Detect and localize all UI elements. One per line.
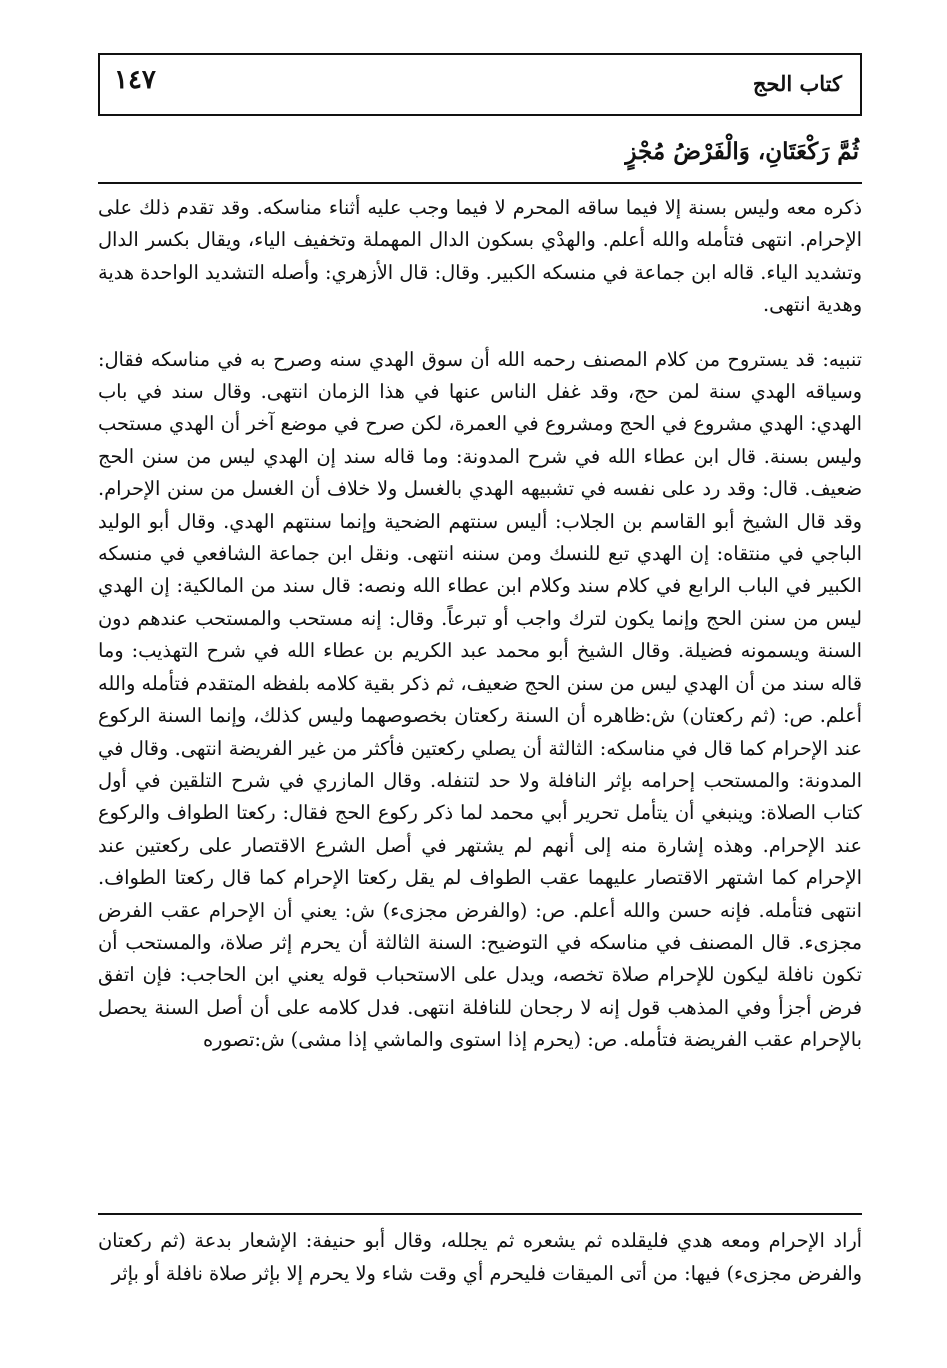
paragraph: ذكره معه وليس بسنة إلا فيما ساقه المحرم لا فيما وجب عليه أثناء مناسكه. وقد تقدم ذلك على الإحرام. انتهى فتأمله والله أعلم. والهدْي بسكون الدال المهملة وتخفيف الياء، ويقال بكسر الدال وتشديد الياء. قاله ابن جماعة في منسكه الكبير. وقال: قال الأزهري: وأصله التشديد الواحدة هدية وهدية انتهى. [98,196,862,317]
footnote-divider [98,1213,862,1215]
page-number: ١٤٧ [114,65,156,95]
book-title: كتاب الحج [752,71,842,96]
footnote [98,1224,862,1290]
top-divider [98,182,862,184]
page-header [98,53,862,116]
footnote-text: أراد الإحرام ومعه هدي فليقلده ثم يشعره ثم يجلله، وقال أبو حنيفة: الإشعار بدعة (ثم ركعتان والفرض مجزىء) فيها: من أتى الميقات فليحرم أي وقت شاء ولا يحرم إلا بإثر صلاة نافلة أو بإثر [98,1229,862,1285]
paragraph: تنبيه: قد يستروح من كلام المصنف رحمه الله أن سوق الهدي سنه وصرح به في مناسكه فقال: وسياقه الهدي سنة لمن حج، وقد غفل الناس عنها في هذا الزمان انتهى. وقال سند في باب الهدي: الهدي مشروع في الحج ومشروع في العمرة، لكن صرح في موضع آخر أن الهدي مستحب وليس بسنة. قال ابن عطاء الله في شرح المدونة: وما قاله سند إن الهدي ليس من سنن الحج ضعيف. قال: وقد رد على نفسه في تشبيهه الهدي بالغسل ولا خلاف أن الغسل من سنن الإحرام. وقد قال الشيخ أبو القاسم بن الجلاب: أليس سنتهم الضحية وإنما سنتهم الهدي. وقال أبو الوليد الباجي في منتقاه: إن الهدي تبع للنسك ومن سننه انتهى. ونقل ابن جماعة الشافعي في منسكه الكبير في الباب الرابع في كلام سند وكلام ابن عطاء الله ونصه: قال سند من المالكية: إن الهدي ليس من سنن الحج وإنما يكون لترك واجب أو تبرعاً. وقال: إنه مستحب والمستحب عندهم دون السنة ويسمونه فضيلة. وقال الشيخ أبو محمد عبد الكريم بن عطاء الله في شرح التهذيب: وما قاله سند من أن الهدي ليس من سنن الحج ضعيف، ثم ذكر بقية كلامه بلفظه المتقدم فتأمله والله أعلم. ص: (ثم ركعتان) ش:ظاهره أن السنة ركعتان بخصوصهما وليس كذلك، وإنما السنة الركوع عند الإحرام كما قال في مناسكه: الثالثة أن يصلي ركعتين فأكثر من غير الفريضة انتهى. وقال في المدونة: والمستحب إحرامه بإثر النافلة ولا حد لتنفله. وقال المازري في شرح التلقين في أول كتاب الصلاة: وينبغي أن يتأمل تحرير أبي محمد لما ذكر ركوع الحج فقال: ركعتا الطواف والركوع عند الإحرام. وهذه إشارة منه إلى أنهم لم يشتهر في أصل الشرع الاقتصار على ركعتين عند الإحرام كما اشتهر الاقتصار عليهما عقب الطواف لم يقل ركعتا الإحرام كما قال ركعتا الطواف. انتهى فتأمله. فإنه حسن والله أعلم. ص: (والفرض مجزىء) ش: يعني أن الإحرام عقب الفرض مجزىء. قال المصنف في مناسكه في التوضيح: السنة الثالثة أن يحرم إثر صلاة، والمستحب أن تكون نافلة ليكون للإحرام صلاة تخصه، ويدل على الاستحباب قوله يعني ابن الحاجب: فإن اتفق فرض أجزأ وفي المذهب قول إنه لا رجحان للنافلة انتهى. فدل كلامه على أن أصل السنة يحصل بالإحرام عقب الفريضة فتأمله. ص: (يحرم إذا استوى والماشي إذا مشى) ش:تصوره [98,347,862,1052]
matn-line: ثُمَّ رَكْعَتَانِ، وَالْفَرْضُ مُجْزٍ [625,138,859,165]
commentary-body [98,192,862,1057]
